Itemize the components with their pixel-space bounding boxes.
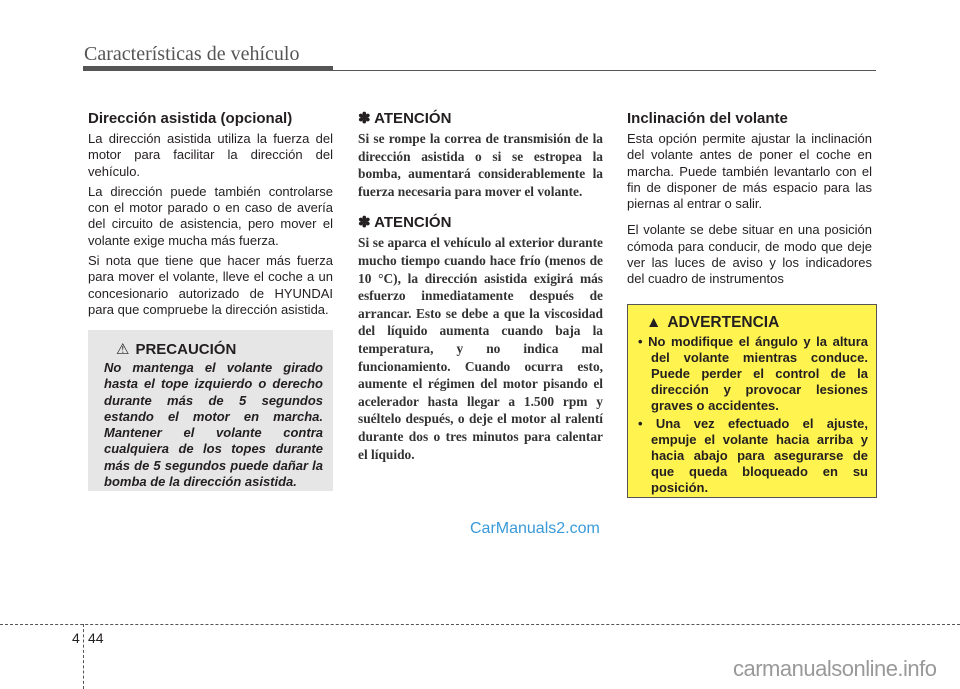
- page-number: 44: [88, 630, 104, 646]
- footer-divider: [83, 624, 84, 689]
- site-watermark: carmanualsonline.info: [733, 656, 937, 681]
- warning-triangle-outline-icon: ⚠: [116, 341, 130, 358]
- warning-item: • No modifique el ángulo y la altura del volante mientras conduce. Puede perder el control de la dirección y provocar lesiones graves o accidentes.: [638, 334, 868, 413]
- middle-column: [358, 110, 603, 477]
- notice-title: ✽ ATENCIÓN: [358, 110, 452, 127]
- footer-rule: [0, 624, 960, 625]
- page-header-title: Características de vehículo: [84, 43, 300, 65]
- section-heading: Inclinación del volante: [627, 110, 788, 127]
- watermark: CarManuals2.com: [470, 520, 600, 537]
- paragraph: La dirección asistida utiliza la fuerza del motor para facilitar la dirección del vehículo.: [88, 131, 333, 179]
- paragraph: Si nota que tiene que hacer más fuerza para mover el volante, lleve el coche a un concesionario autorizado de HYUNDAI para que compruebe la dirección asistida.: [88, 253, 333, 317]
- warning-title: ADVERTENCIA: [667, 314, 780, 331]
- paragraph: Esta opción permite ajustar la inclinación del volante antes de poner el coche en marcha. Puede también levantarlo con el fin de disponer de más espacio para las piernas al entrar o salir.: [627, 131, 872, 212]
- chapter-number: 4: [72, 630, 80, 646]
- section-heading: Dirección asistida (opcional): [88, 110, 293, 127]
- caution-title: PRECAUCIÓN: [135, 341, 237, 358]
- warning-triangle-icon: ▲: [646, 314, 662, 331]
- notice-text: Si se aparca el vehículo al exterior durante mucho tiempo cuando hace frío (menos de 10 °C), la dirección asistida exigirá más esfuerzo inmediatamente después de arrancar. Esto se debe a que la viscosidad del líquido aumenta cuando baja la temperatura, y no indica mal funcionamiento. Cuando ocurra esto, aumente el régimen del motor pisando el acelerador hasta llegar a 1.500 rpm y suéltelo después, o deje el motor al ralentí durante dos o tres minutos para calentar el líquido.: [358, 235, 603, 462]
- notice-text: Si se rompe la correa de transmisión de la dirección asistida o si se estropea la bomba, aumentará considerablemente la fuerza necesaria para mover el volante.: [358, 131, 603, 199]
- warning-item: • Una vez efectuado el ajuste, empuje el volante hacia arriba y hacia abajo para asegurarse de que queda bloqueado en su posición.: [638, 416, 868, 495]
- caution-box: [88, 330, 333, 491]
- right-column: [627, 110, 872, 292]
- left-column: [88, 110, 333, 322]
- header-rule: [333, 70, 876, 71]
- paragraph: La dirección puede también controlarse con el motor parado o en caso de avería del circuito de asistencia, pero mover el volante exige mucha más fuerza.: [88, 183, 333, 248]
- notice-title: ✽ ATENCIÓN: [358, 214, 452, 232]
- header-bar: [83, 66, 333, 71]
- caution-text: No mantenga el volante girado hasta el tope izquierdo o derecho durante más de 5 segundos estando el motor en marcha. Mantener el volante contra cualquiera de los topes durante más de 5 segundos puede dañar la bomba de la dirección asistida.: [104, 360, 323, 490]
- paragraph: El volante se debe situar en una posición cómoda para conducir, de modo que deje ver las luces de aviso y los indicadores del cuadro de instrumentos: [627, 222, 872, 287]
- warning-box: [627, 304, 877, 498]
